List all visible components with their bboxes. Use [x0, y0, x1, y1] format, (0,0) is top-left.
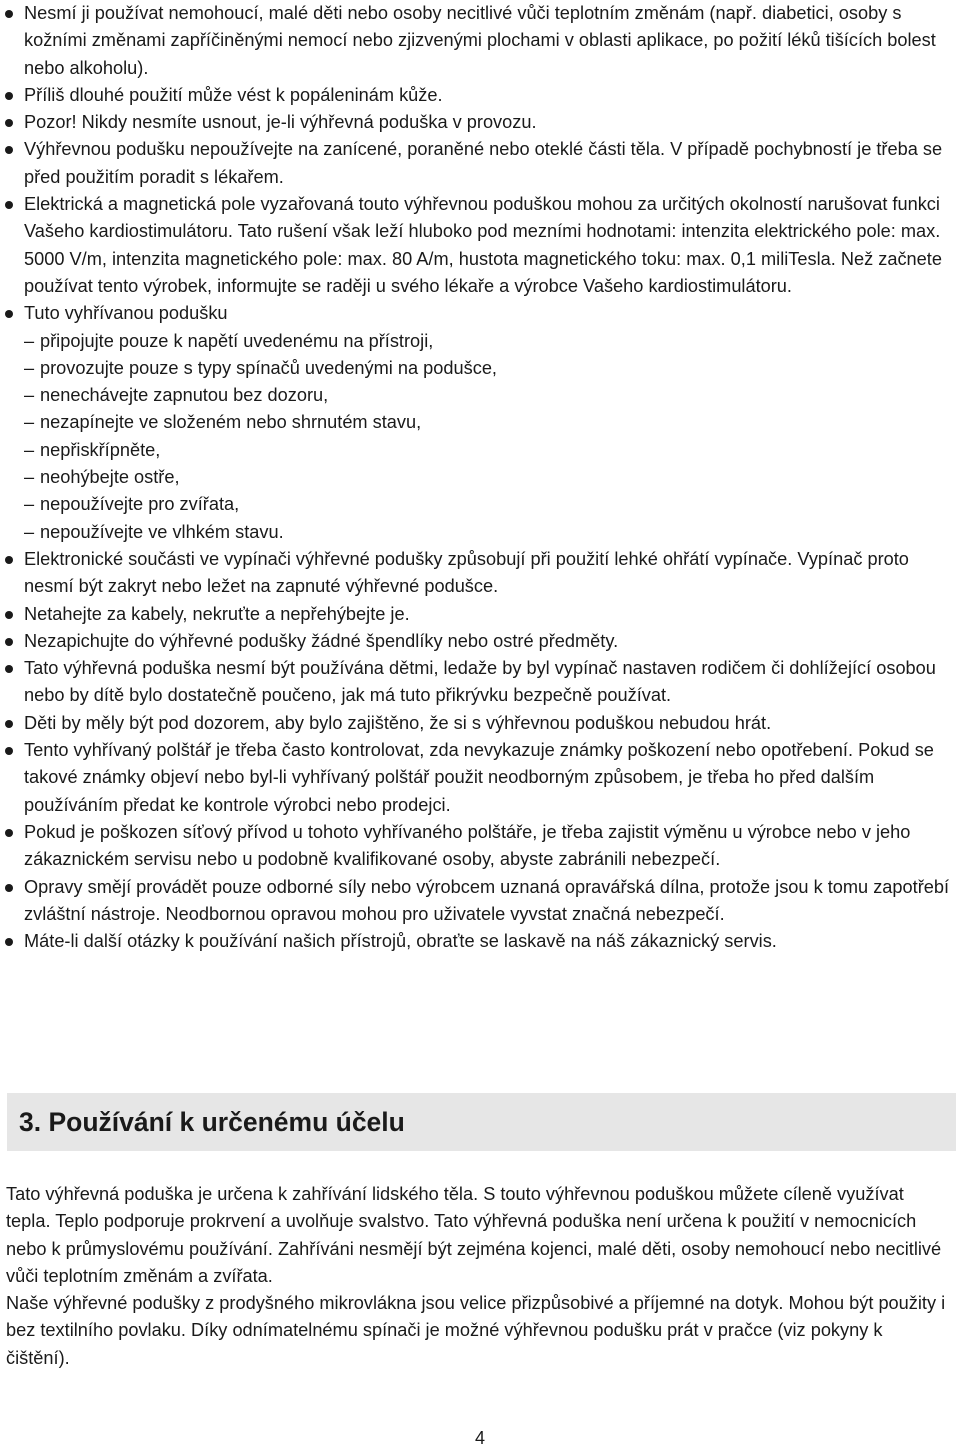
bullet-item-label: Tuto vyhřívanou podušku	[24, 303, 228, 324]
bullet-item: Máte-li další otázky k používání našich přístrojů, obraťte se laskavě na náš zákaznický servis.	[0, 928, 955, 955]
bullet-item: Nesmí ji používat nemohoucí, malé děti nebo osoby necitlivé vůči teplotním změnám (např. diabetici, osoby s kožními změnami zapříčiněnými nemocí nebo zjizvenými plochami v oblasti aplikace, po požití léků tišících bolest nebo alkoholu).	[0, 0, 955, 82]
bullet-item: Opravy smějí provádět pouze odborné síly nebo výrobcem uznaná opravářská dílna, protože jsou k tomu zapotřebí zvláštní nástroje. Neodbornou opravou mohou pro uživatele vyvstat značná nebezpečí.	[0, 874, 955, 929]
bullet-item: Elektrická a magnetická pole vyzařovaná touto výhřevnou poduškou mohou za určitých okolností narušovat funkci Vašeho kardiostimulátoru. Tato rušení však leží hluboko pod mezními hodnotami: intenzita elektrického pole: max. 5000 V/m, intenzita magnetického pole: max. 80 A/m, hustota magnetického toku: max. 0,1 miliTesla. Než začnete používat tento výrobek, informujte se raději u svého lékaře a výrobce Vašeho kardiostimulátoru.	[0, 191, 955, 300]
sub-item: – nezapínejte ve složeném nebo shrnutém stavu,	[24, 409, 955, 436]
sub-item: – neohýbejte ostře,	[24, 464, 955, 491]
bullet-item: Netahejte za kabely, nekruťte a nepřehýbejte je.	[0, 601, 955, 628]
bullet-item: Příliš dlouhé použití může vést k popáleninám kůže.	[0, 82, 955, 109]
bullet-item: Elektronické součásti ve vypínači výhřevné podušky způsobují při použití lehké ohřátí vypínače. Vypínač proto nesmí být zakryt nebo ležet na zapnuté výhřevné podušce.	[0, 546, 955, 601]
sub-item: – připojujte pouze k napětí uvedenému na přístroji,	[24, 328, 955, 355]
body-paragraph: Naše výhřevné podušky z prodyšného mikrovlákna jsou velice přizpůsobivé a příjemné na dotyk. Mohou být použity i bez textilního povlaku. Díky odnímatelnému spínači je možné výhřevnou podušku prát v pračce (viz pokyny k čištění).	[6, 1293, 946, 1368]
section-title: 3. Používání k určenému účelu	[19, 1107, 405, 1137]
bullet-item: Děti by měly být pod dozorem, aby bylo zajištěno, že si s výhřevnou poduškou nebudou hrát.	[0, 710, 955, 737]
bullet-item: Tato výhřevná poduška nesmí být používána dětmi, ledaže by byl vypínač nastaven rodičem či dohlížející osobou nebo by dítě bylo dostatečně poučeno, jak má tuto přikrývku bezpečně používat.	[0, 655, 955, 710]
section-body	[6, 1181, 946, 1372]
sub-item: – nepoužívejte pro zvířata,	[24, 491, 955, 518]
bullet-item: Nezapichujte do výhřevné podušky žádné špendlíky nebo ostré předměty.	[0, 628, 955, 655]
page-number: 4	[474, 1428, 485, 1448]
section-heading-bar	[7, 1093, 956, 1151]
bullet-item: Tento vyhřívaný polštář je třeba často kontrolovat, zda nevykazuje známky poškození nebo opotřebení. Pokud se takové známky objeví nebo byl-li vyhřívaný polštář použit neodborným způsobem, je třeba ho před dalším používáním předat ke kontrole výrobci nebo prodejci.	[0, 737, 955, 819]
sub-item: – nepoužívejte ve vlhkém stavu.	[24, 519, 955, 546]
bullet-item: Pozor! Nikdy nesmíte usnout, je-li výhřevná poduška v provozu.	[0, 109, 955, 136]
dash-sub-list	[24, 328, 955, 546]
sub-item: – nenechávejte zapnutou bez dozoru,	[24, 382, 955, 409]
sub-item: – nepřiskřípněte,	[24, 437, 955, 464]
bullet-item: Výhřevnou podušku nepoužívejte na zanícené, poraněné nebo oteklé části těla. V případě pochybností je třeba se před použitím poradit s lékařem.	[0, 136, 955, 191]
bullet-item-with-sublist	[0, 300, 955, 546]
body-paragraph: Tato výhřevná poduška je určena k zahřívání lidského těla. S touto výhřevnou poduškou můžete cíleně využívat tepla. Teplo podporuje prokrvení a uvolňuje svalstvo. Tato výhřevná poduška není určena k použití v nemocnicích nebo k průmyslovému používání. Zahříváni nesmějí být zejména kojenci, malé děti, osoby nemohoucí nebo necitlivé vůči teplotním změnám a zvířata.	[6, 1184, 942, 1286]
bullet-item: Pokud je poškozen síťový přívod u tohoto vyhřívaného polštáře, je třeba zajistit výměnu u výrobce nebo v jeho zákaznickém servisu nebo u podobně kvalifikované osoby, abyste zabránili nebezpečí.	[0, 819, 955, 874]
sub-item: – provozujte pouze s typy spínačů uvedenými na podušce,	[24, 355, 955, 382]
